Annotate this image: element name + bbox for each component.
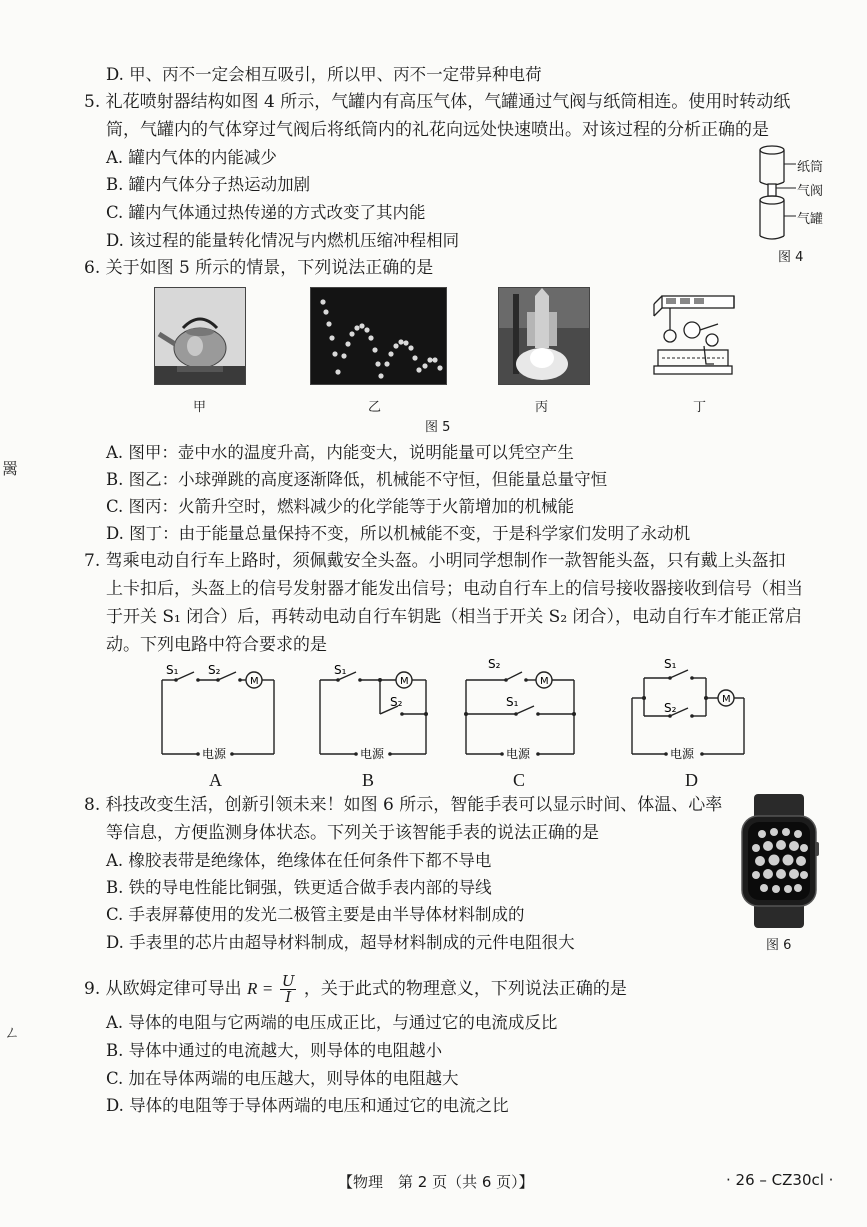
margin-mark-1: 䍠 [2,459,19,478]
q6-option-a: A. 图甲：壶中水的温度升高，内能变大，说明能量可以凭空产生 [106,443,574,462]
q9-formula-lhs: R [247,979,258,998]
circuit-d-s2-label: S₂ [664,701,677,715]
label-valve: 气阀 [797,184,824,199]
circuit-b [310,658,450,770]
circuit-a-letter: A [209,770,222,790]
footer-code: · 26 – CZ30cl · [726,1171,834,1189]
circuit-c-source-label: 电源 [506,747,531,761]
label-paper-tube: 纸筒 [797,160,824,175]
image-label-bing: 丙 [535,400,549,415]
margin-mark-2: ㄥ [4,1023,21,1042]
circuit-d [620,658,760,770]
image-ding-perpetual-motion [648,290,740,382]
circuit-d-source-label: 电源 [670,747,695,761]
q6-option-d: D. 图丁：由于能量总量保持不变，所以机械能不变，于是科学家们发明了永动机 [106,524,691,543]
q9-option-c: C. 加在导体两端的电压越大，则导体的电阻越大 [106,1069,459,1088]
q8-option-a: A. 橡胶表带是绝缘体，绝缘体在任何条件下都不导电 [106,851,492,870]
q6-option-c: C. 图丙：火箭升空时，燃料减少的化学能等于火箭增加的机械能 [106,497,575,516]
footer-page-info: 【物理 第 2 页（共 6 页）】 [338,1173,534,1191]
circuit-b-source-label: 电源 [360,747,385,761]
q9-stem-prefix: 9. 从欧姆定律可导出 [84,979,242,999]
circuit-b-s1-label: S₁ [334,663,347,677]
image-label-ding: 丁 [693,400,707,415]
q8-stem-line2: 等信息，方便监测身体状态。下列关于该智能手表的说法正确的是 [106,823,599,843]
circuit-c-s1-label: S₁ [506,695,519,709]
circuit-a [150,658,290,770]
q9-formula-fraction [280,974,297,1005]
circuit-b-letter: B [362,770,375,790]
q8-option-d: D. 手表里的芯片由超导材料制成，超导材料制成的元件电阻很大 [106,933,575,952]
q7-stem-line4: 动。下列电路中符合要求的是 [106,635,327,655]
circuit-b-motor-label: M [400,676,409,687]
circuit-d-letter: D [685,770,698,790]
q8-option-c: C. 手表屏幕使用的发光二极管主要是由半导体材料制成的 [106,905,525,924]
image-bing-rocket [498,287,590,385]
label-gas-tank: 气罐 [797,212,824,227]
q9-stem-suffix: ，关于此式的物理意义，下列说法正确的是 [303,979,627,999]
q9-formula-numerator: U [281,972,295,990]
q8-stem-line1: 8. 科技改变生活，创新引领未来！如图 6 所示，智能手表可以显示时间、体温、心率 [84,795,723,815]
circuit-d-s1-label: S₁ [664,658,677,671]
circuit-c-s2-label: S₂ [488,658,501,671]
q9-formula-denominator: I [285,988,292,1006]
circuit-a-source-label: 电源 [202,747,227,761]
q6-stem: 6. 关于如图 5 所示的情景，下列说法正确的是 [84,258,434,278]
q9-option-d: D. 导体的电阻等于导体两端的电压和通过它的电流之比 [106,1096,509,1115]
q9-option-a: A. 导体的电阻与它两端的电压成正比，与通过它的电流成反比 [106,1013,558,1032]
figure-4-caption: 图 4 [778,250,804,265]
figure-6-smartwatch [738,794,820,928]
figure-6-caption: 图 6 [766,938,792,953]
q5-stem-line2: 筒，气罐内的气体穿过气阀后将纸筒内的礼花向远处快速喷出。对该过程的分析正确的是 [106,120,769,140]
image-jia-kettle [154,287,246,385]
circuit-a-motor-label: M [250,676,259,687]
circuit-a-s2-label: S₂ [208,663,221,677]
circuit-c [456,658,596,770]
q5-option-c: C. 罐内气体通过热传递的方式改变了其内能 [106,203,426,222]
circuit-c-motor-label: M [540,676,549,687]
figure-5-caption: 图 5 [425,420,451,435]
circuit-d-motor-label: M [722,694,731,705]
q7-stem-line3: 于开关 S₁ 闭合）后，再转动电动自行车钥匙（相当于开关 S₂ 闭合），电动自行车才能正常启 [106,607,803,627]
circuit-c-letter: C [513,770,526,790]
q6-option-b: B. 图乙：小球弹跳的高度逐渐降低，机械能不守恒，但能量总量守恒 [106,470,608,489]
q5-option-b: B. 罐内气体分子热运动加剧 [106,175,311,194]
circuit-b-s2-label: S₂ [390,695,403,709]
q7-stem-line1: 7. 驾乘电动自行车上路时，须佩戴安全头盔。小明同学想制作一款智能头盔，只有戴上头盔扣 [84,551,786,571]
q4-option-d: D. 甲、丙不一定会相互吸引，所以甲、丙不一定带异种电荷 [106,65,542,84]
image-yi-bouncing-ball [310,287,447,385]
q9-stem: 9. 从欧姆定律可导出 R = $\frac{U}{I}$ ，关于此式的物理意义，下列说法正确的是 [84,972,627,1006]
q8-option-b: B. 铁的导电性能比铜强，铁更适合做手表内部的导线 [106,878,492,897]
q5-option-d: D. 该过程的能量转化情况与内燃机压缩冲程相同 [106,231,460,250]
q7-stem-line2: 上卡扣后，头盔上的信号发射器才能发出信号；电动自行车上的信号接收器接收到信号（相当 [106,579,803,599]
image-label-jia: 甲 [193,400,207,415]
q5-stem-line1: 5. 礼花喷射器结构如图 4 所示，气罐内有高压气体，气罐通过气阀与纸筒相连。使用时转动纸 [84,92,791,112]
q9-option-b: B. 导体中通过的电流越大，则导体的电阻越小 [106,1041,443,1060]
circuit-a-s1-label: S₁ [166,663,179,677]
image-label-yi: 乙 [368,400,382,415]
q5-option-a: A. 罐内气体的内能减少 [106,148,277,167]
